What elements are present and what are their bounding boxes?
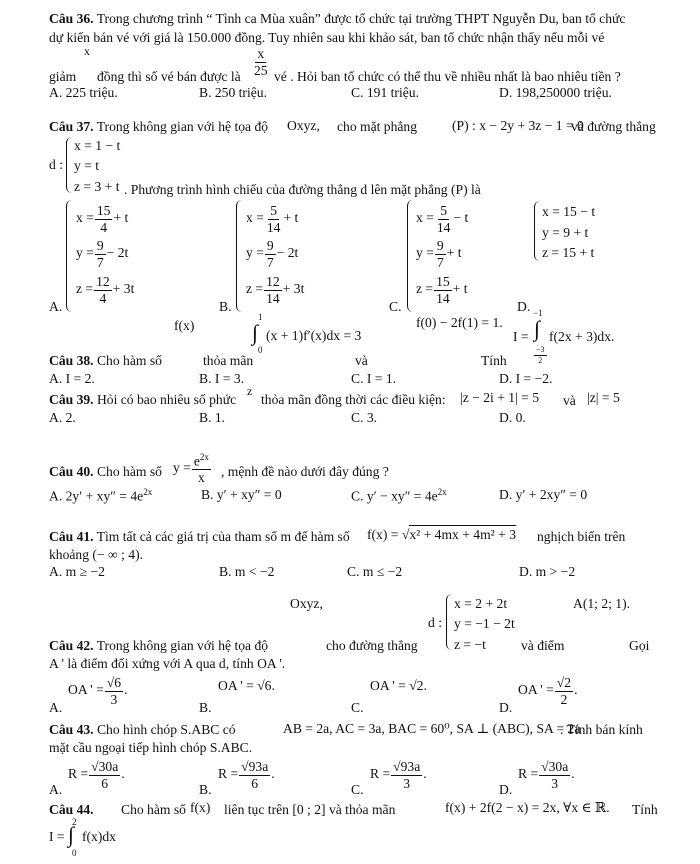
q42-text4: Gọi [629,638,650,653]
q42-option-d[interactable]: OA ' = $\frac{√2}{2}$ . [518,675,578,707]
q38-int-lower: 0 [258,345,263,355]
q39-option-d[interactable]: D. 0. [499,410,526,425]
q41-option-c[interactable]: C. m ≤ −2 [347,564,403,579]
q42-text2: cho đường thẳng [326,638,418,653]
q38-text2: thỏa mãn [203,353,254,368]
q37-option-d[interactable]: D. [517,299,531,314]
q36-line2: dự kiến bán vé với giá là 150.000 đồng. Tuy nhiên sau khi khảo sát, ban tổ chức nhận thấy nếu mỗi vé [49,30,605,45]
q37-a-row2: y = $\frac{9}{7}$ − 2t [76,238,129,270]
q41-text2: nghịch biến trên [537,529,626,544]
q38-I-lower: $\frac{-3}{2}$ [536,345,545,365]
q41-line1: Câu 41. Tìm tất cả các giá trị của tham số m để hàm số [49,529,350,544]
q44-fx: f(x) [190,800,211,815]
q38-condition2: f(0) − 2f(1) = 1. [416,315,503,330]
q42-d-label: d : [428,615,442,630]
q38-option-c[interactable]: C. I = 1. [351,371,397,386]
q39-z: z [247,384,253,398]
q42-point-a: A(1; 2; 1). [573,596,631,611]
q38-fx: f(x) [174,318,195,333]
q38-integral-expr: (x + 1)f′(x)dx = 3 [266,328,362,343]
q42-text3: và điểm [521,638,565,653]
q38-option-b[interactable]: B. I = 3. [199,371,245,386]
q41-option-d[interactable]: D. m > −2 [519,564,576,579]
q44-int-upper: 2 [72,817,77,827]
q37-oxyz: Oxyz, [287,118,320,133]
q37-a-brace [66,200,73,312]
q37-c-row2: y = $\frac{9}{7}$ + t [416,238,462,270]
q37-option-a[interactable]: A. [49,299,63,314]
q38-int-upper: 1 [258,312,263,322]
q39-line: Câu 39. Hỏi có bao nhiêu số phức [49,392,237,407]
q38-integral-sign: ∫ [252,320,259,345]
q41-option-b[interactable]: B. m < −2 [219,564,275,579]
q37-b-row3: z = $\frac{12}{14}$ + 3t [246,274,305,306]
q40-option-d[interactable]: D. y′ + 2xy″ = 0 [499,487,588,502]
q38-text3: và [355,353,368,368]
q37-d-row2: y = t [74,158,100,173]
q37-b-row2: y = $\frac{9}{7}$ − 2t [246,238,299,270]
q37-option-c[interactable]: C. [389,299,402,314]
q37-c-row3: z = $\frac{15}{14}$ + t [416,274,468,306]
q38-I-lhs: I = [513,329,529,344]
q43-option-c[interactable]: R = $\frac{√93a}{3}$ . [370,759,427,791]
q37-d-label: d : [49,157,63,172]
q43-line2: mặt cầu ngoại tiếp hình chóp S.ABC. [49,740,253,755]
q44-text2: liên tục trên [0 ; 2] và thỏa mãn [224,802,396,817]
q43-option-d-label[interactable]: D. [499,782,513,797]
q42-d-row3: z = −t [454,637,486,652]
q39-option-c[interactable]: C. 3. [351,410,378,425]
q40-line: Câu 40. Cho hàm số [49,464,162,479]
q42-option-b[interactable]: OA ' = √6. [218,678,275,693]
q40-text2: , mệnh đề nào dưới đây đúng ? [221,464,389,479]
q44-I-lhs: I = [49,829,65,844]
q42-option-a-label[interactable]: A. [49,700,63,715]
q37-line1b: cho mặt phẳng [337,119,418,134]
q43-given: AB = 2a, AC = 3a, BAC = 60⁰, SA ⊥ (ABC), SA = 2a [283,721,581,736]
q36-option-d[interactable]: D. 198,250000 triệu. [499,85,612,100]
q37-line2: . Phương trình hình chiếu của đường thẳng d lên mặt phẳng (P) là [124,182,481,197]
q41-line2: khoảng (− ∞ ; 4). [49,547,143,562]
q44-text1: Cho hàm số [121,802,186,817]
q43-option-a[interactable]: R = $\frac{√30a}{6}$ . [68,759,125,791]
q37-c-brace [407,200,414,312]
q37-b-row1: x = $\frac{5}{14}$ + t [246,203,299,235]
q42-option-c[interactable]: OA ' = √2. [370,678,427,693]
q37-number: Câu 37. [49,119,94,134]
q37-b-brace [236,200,243,312]
q40-option-c[interactable]: C. $y' - xy'' = 4e^{2x}$ [351,487,447,504]
q42-option-d-label[interactable]: D. [499,700,513,715]
q42-line1: Câu 42. Trong không gian với hệ tọa độ [49,638,269,653]
q38-I-integral-sign: ∫ [534,316,541,341]
q38-I-upper: −1 [533,308,543,318]
q44-int-lower: 0 [72,848,77,858]
q38-line: Câu 38. Cho hàm số [49,353,162,368]
q36-line3c: vé . Hỏi ban tổ chức có thể thu về nhiều nhất là bao nhiêu tiền ? [274,69,621,84]
q39-option-b[interactable]: B. 1. [199,410,226,425]
q39-text2: thỏa mãn đồng thời các điều kiện: [261,392,446,407]
q37-d-row1: x = 1 − t [74,138,121,153]
q37-d-opt-row2: y = 9 + t [542,225,589,240]
q44-text3: Tính [632,802,658,817]
q44-I-expr: f(x)dx [82,829,116,844]
q43-option-d[interactable]: R = $\frac{√30a}{3}$ . [518,759,575,791]
q43-option-b-label[interactable]: B. [199,782,212,797]
q37-line1c: và đường thẳng [571,119,656,134]
q40-option-b[interactable]: B. y′ + xy″ = 0 [201,487,282,502]
q43-option-a-label[interactable]: A. [49,782,63,797]
q36-number: Câu 36. [49,11,94,26]
q39-option-a[interactable]: A. 2. [49,410,76,425]
q36-option-b[interactable]: B. 250 triệu. [199,85,267,100]
q37-option-b[interactable]: B. [219,299,232,314]
q37-plane: (P) : x − 2y + 3z − 1 = 0 [452,118,584,133]
q41-option-a[interactable]: A. m ≥ −2 [49,564,105,579]
q36-line3b: đồng thì số vé bán được là [97,69,241,84]
q42-d-row2: y = −1 − 2t [454,616,515,631]
q37-d-brace [66,137,73,193]
q42-d-row1: x = 2 + 2t [454,596,508,611]
q42-option-c-label[interactable]: C. [351,700,364,715]
q36-fraction: $\frac{x}{25}$ [254,46,268,78]
q43-line1: Câu 43. Cho hình chóp S.ABC có [49,722,236,737]
q38-option-d[interactable]: D. I = −2. [499,371,553,386]
q39-and: và [563,393,576,408]
q37-d-option-brace [534,201,541,261]
q40-function: y = $\frac{e^{2x}}{x}$ [173,452,209,486]
q37-d-opt-row1: x = 15 − t [542,204,596,219]
q44-number: Câu 44. [49,802,94,817]
q38-option-a[interactable]: A. I = 2. [49,371,95,386]
q40-option-a[interactable]: A. $2y' + xy'' = 4e^{2x}$ [49,487,153,504]
q36-line3a: giảm [49,69,77,84]
q38-I-expr: f(2x + 3)dx. [549,329,615,344]
q42-oxyz: Oxyz, [290,596,323,611]
q37-line1: Câu 37. Trong không gian với hệ tọa độ [49,119,269,134]
q41-function: f(x) = √x² + 4mx + 4m² + 3 [367,527,516,542]
q43-option-c-label[interactable]: C. [351,782,364,797]
q36-option-a[interactable]: A. 225 triệu. [49,85,118,100]
q42-option-a[interactable]: OA ' = $\frac{√6}{3}$ . [68,675,128,707]
q43-text2: . Tính bán kính [560,722,643,737]
q42-line2: A ' là điểm đối xứng với A qua d, tính OA '. [49,656,286,671]
q36-x-top: x [84,44,90,58]
q42-d-brace [446,594,453,650]
q36-line1: Câu 36. Trong chương trình “ Tình ca Mùa xuân” được tổ chức tại trường THPT Nguyễn Du, ban tổ chức [49,11,626,26]
q36-option-c[interactable]: C. 191 triệu. [351,85,419,100]
q39-cond1: |z − 2i + 1| = 5 [460,390,540,405]
q38-text4: Tính [481,353,507,368]
q44-integral-sign: ∫ [68,822,75,847]
q37-a-row3: z = $\frac{12}{4}$ + 3t [76,274,135,306]
q37-c-row1: x = $\frac{5}{14}$ − t [416,203,469,235]
q37-d-row3: z = 3 + t [74,179,120,194]
q43-option-b[interactable]: R = $\frac{√93a}{6}$ . [218,759,275,791]
q39-cond2: |z| = 5 [587,390,620,405]
q42-option-b-label[interactable]: B. [199,700,212,715]
q37-a-row1: x = $\frac{15}{4}$ + t [76,203,129,235]
q37-d-opt-row3: z = 15 + t [542,245,595,260]
q44-condition: f(x) + 2f(2 − x) = 2x, ∀x ∈ ℝ. [445,800,610,815]
